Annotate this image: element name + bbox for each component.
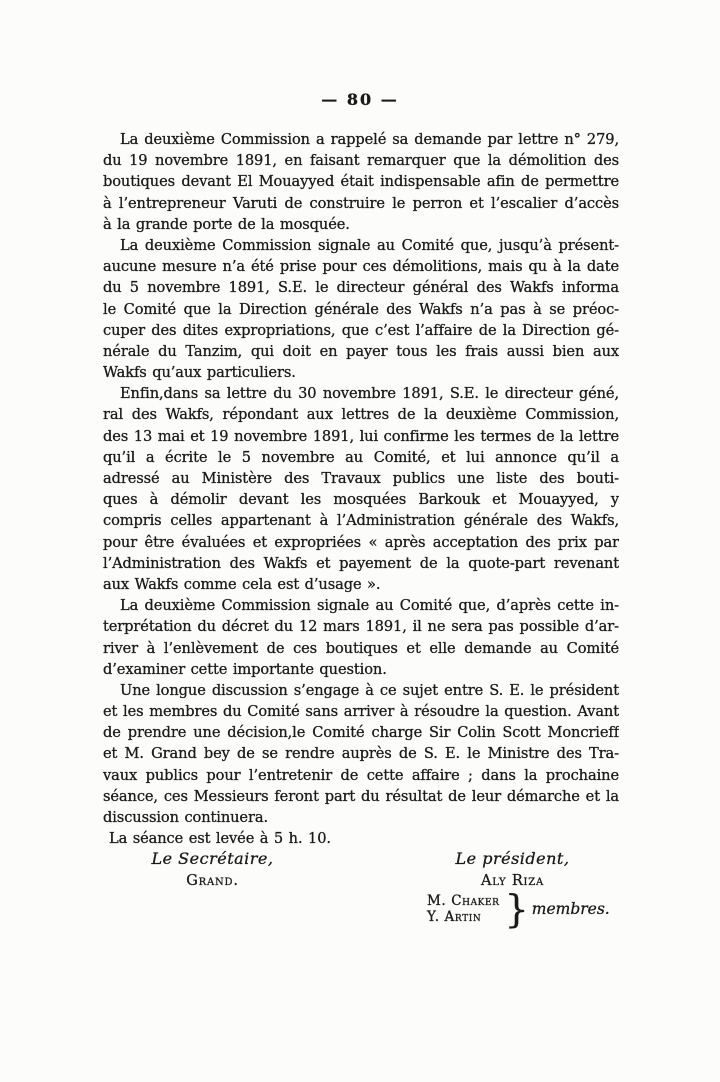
text-line: séance, ces Messieurs feront part du résultat de leur démarche et la xyxy=(103,787,619,805)
member-name-artin: Y. Artin xyxy=(427,909,482,925)
text-line: La deuxième Commission signale au Comité que, jusqu’à présent- xyxy=(120,236,619,254)
text-line: La deuxième Commission signale au Comité que, d’après cette in- xyxy=(120,597,619,615)
text-line: l’Administration des Wakfs et payement de la quote-part revenant xyxy=(103,554,619,572)
text-line: adressé au Ministère des Travaux publics une liste des bouti- xyxy=(103,470,619,487)
secretary-title: Le Secrétaire, xyxy=(151,849,274,868)
text-line: ques à démolir devant les mosquées Barkouk et Mouayyed, y xyxy=(103,491,619,509)
text-line: river à l’enlèvement de ces boutiques et elle demande au Comité xyxy=(103,639,619,657)
text-line: aucune mesure n’a été prise pour ces démolitions, mais qu à la date xyxy=(103,258,619,276)
text-line: d’examiner cette importante question. xyxy=(103,660,387,678)
text-line: pour être évaluées et expropriées « après acceptation des prix par xyxy=(103,533,619,551)
signature-block xyxy=(0,848,720,958)
secretary-name: Grand. xyxy=(186,873,239,889)
members-signature xyxy=(427,887,610,931)
text-line: vaux publics pour l’entretenir de cette affaire ; dans la prochaine xyxy=(103,766,619,784)
text-line: nérale du Tanzim, qui doit en payer tous les frais aussi bien aux xyxy=(103,342,619,360)
text-line: Une longue discussion s’engage à ce sujet entre S. E. le président xyxy=(120,681,619,699)
brace-icon: } xyxy=(504,887,529,931)
text-line: du 5 novembre 1891, S.E. le directeur général des Wakfs informa xyxy=(103,279,619,297)
text-line: le Comité que la Direction générale des Wakfs n’a pas à se préoc- xyxy=(103,300,619,318)
text-line: et M. Grand bey de se rendre auprès de S. E. le Ministre des Tra- xyxy=(103,745,619,763)
text-line: et les membres du Comité sans arriver à résoudre la question. Avant xyxy=(103,703,619,721)
member-name-chaker: M. Chaker xyxy=(427,892,500,909)
text-line: du 19 novembre 1891, en faisant remarquer que la démolition des xyxy=(103,152,619,170)
president-name: Aly Riza xyxy=(480,873,545,889)
text-line: qu’il a écrite le 5 novembre au Comité, et lui annonce qu’il a xyxy=(103,448,619,466)
text-line: discussion continuera. xyxy=(103,809,268,826)
text-line: à la grande porte de la mosquée. xyxy=(103,215,350,233)
text-line: des 13 mai et 19 novembre 1891, lui confirme les termes de la lettre xyxy=(103,427,619,445)
text-line: ral des Wakfs, répondant aux lettres de la deuxième Commission, xyxy=(103,406,619,424)
text-line: Wakfs qu’aux particuliers. xyxy=(103,364,296,382)
closing-line: La séance est levée à 5 h. 10. xyxy=(109,830,331,848)
text-line: terprétation du décret du 12 mars 1891, il ne sera pas possible d’ar- xyxy=(103,618,619,636)
member-names xyxy=(427,893,500,926)
secretary-signature xyxy=(135,848,290,892)
members-label: membres. xyxy=(531,900,610,918)
president-signature xyxy=(435,848,590,892)
text-line: Enfin,dans sa lettre du 30 novembre 1891, S.E. le directeur géné, xyxy=(120,385,619,403)
text-line: compris celles appartenant à l’Administration générale des Wakfs, xyxy=(103,512,619,530)
text-line: La deuxième Commission a rappelé sa demande par lettre n° 279, xyxy=(120,131,619,148)
text-line: cuper des dites expropriations, que c’est l’affaire de la Direction gé- xyxy=(103,321,619,339)
text-line: à l’entrepreneur Varuti de construire le perron et l’escalier d’accès xyxy=(103,194,619,212)
text-line: de prendre une décision,le Comité charge Sir Colin Scott Moncrieff xyxy=(103,724,619,742)
text-line: aux Wakfs comme cela est d’usage ». xyxy=(103,575,381,593)
president-title: Le président, xyxy=(455,849,570,868)
page-number: — 80 — xyxy=(321,90,399,109)
text-line: boutiques devant El Mouayyed était indispensable afin de permettre xyxy=(103,173,619,191)
document-body xyxy=(103,129,619,849)
